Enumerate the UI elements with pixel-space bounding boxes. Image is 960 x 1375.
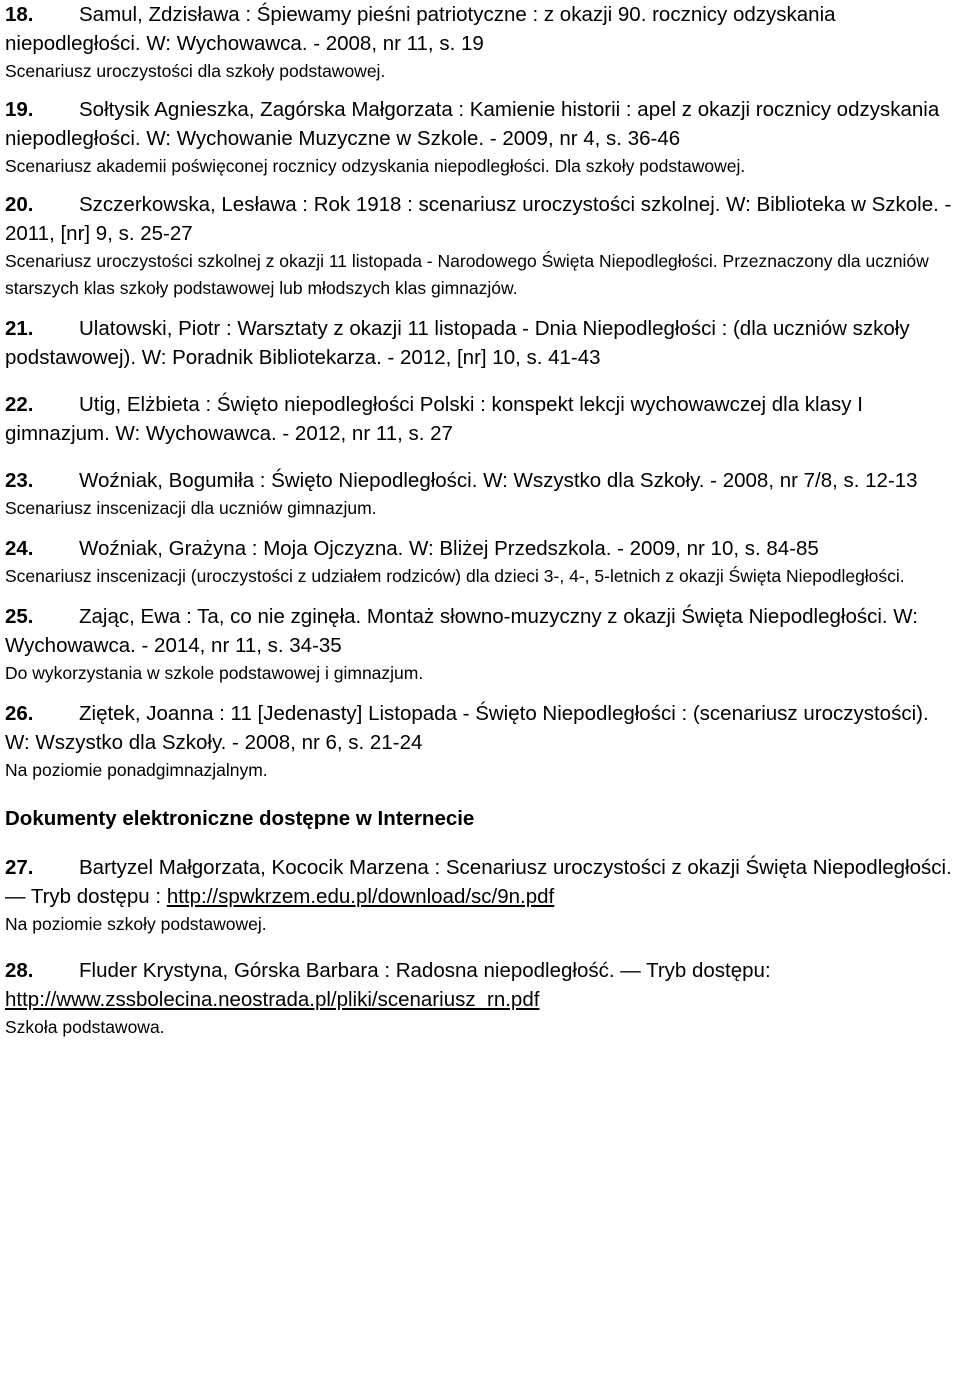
- bibliography-entry-28: [5, 956, 957, 1041]
- entry-citation: Bartyzel Małgorzata, Kococik Marzena : Scenariusz uroczystości z okazji Święta Niepodległości. — Tryb dostępu :: [5, 856, 952, 908]
- entry-number: 23.: [5, 469, 34, 492]
- entry-number: 21.: [5, 317, 34, 340]
- entry-citation: Ziętek, Joanna : 11 [Jedenasty] Listopada - Święto Niepodległości : (scenariusz uroczystości). W: Wszystko dla Szkoły. - 2008, nr 6, s. 21-24: [5, 702, 929, 754]
- entry-number: 19.: [5, 98, 34, 121]
- entry-annotation: Scenariusz inscenizacji dla uczniów gimnazjum.: [5, 498, 377, 518]
- entry-citation: Szczerkowska, Lesława : Rok 1918 : scenariusz uroczystości szkolnej. W: Biblioteka w Szkole. - 2011, [nr] 9, s. 25-27: [5, 193, 952, 245]
- entry-number: 28.: [5, 959, 34, 982]
- bibliography-entry-23: [5, 466, 957, 522]
- entry-number: 22.: [5, 393, 34, 416]
- resource-link[interactable]: http://www.zssbolecina.neostrada.pl/pliki/scenariusz_rn.pdf: [5, 988, 540, 1011]
- bibliography-entry-24: [5, 534, 957, 590]
- resource-link[interactable]: http://spwkrzem.edu.pl/download/sc/9n.pdf: [166, 885, 555, 908]
- entry-annotation: Do wykorzystania w szkole podstawowej i gimnazjum.: [5, 663, 424, 683]
- bibliography-entry-20: [5, 190, 957, 302]
- document-page: [5, 0, 957, 1041]
- entry-annotation: Scenariusz uroczystości szkolnej z okazji 11 listopada - Narodowego Święta Niepodległości. Przeznaczony dla uczniów starszych klas szkoły podstawowej lub młodszych klas gimnazjów.: [5, 251, 929, 298]
- entry-citation: Samul, Zdzisława : Śpiewamy pieśni patriotyczne : z okazji 90. rocznicy odzyskania niepodległości. W: Wychowawca. - 2008, nr 11, s. 19: [5, 3, 836, 55]
- bibliography-entry-27: [5, 853, 957, 938]
- entry-citation: Woźniak, Bogumiła : Święto Niepodległości. W: Wszystko dla Szkoły. - 2008, nr 7/8, s. 12-13: [79, 469, 918, 492]
- bibliography-entry-19: [5, 95, 957, 180]
- entry-citation: Zając, Ewa : Ta, co nie zginęła. Montaż słowno-muzyczny z okazji Święta Niepodległości. W: Wychowawca. - 2014, nr 11, s. 34-35: [5, 605, 918, 657]
- entry-annotation: Na poziomie szkoły podstawowej.: [5, 914, 267, 934]
- entry-citation: Woźniak, Grażyna : Moja Ojczyzna. W: Bliżej Przedszkola. - 2009, nr 10, s. 84-85: [79, 537, 819, 560]
- entry-annotation: Na poziomie ponadgimnazjalnym.: [5, 760, 268, 780]
- bibliography-entry-22: [5, 390, 957, 448]
- entry-annotation: Szkoła podstawowa.: [5, 1017, 165, 1037]
- entry-citation: Ulatowski, Piotr : Warsztaty z okazji 11 listopada - Dnia Niepodległości : (dla uczniów szkoły podstawowej). W: Poradnik Bibliotekarza. - 2012, [nr] 10, s. 41-43: [5, 317, 910, 369]
- entry-annotation: Scenariusz inscenizacji (uroczystości z udziałem rodziców) dla dzieci 3-, 4-, 5-letnich z okazji Święta Niepodległości.: [5, 566, 905, 586]
- entry-number: 26.: [5, 702, 34, 725]
- entry-citation: Fluder Krystyna, Górska Barbara : Radosna niepodległość. — Tryb dostępu:: [79, 959, 771, 982]
- bibliography-entry-21: [5, 314, 957, 372]
- entry-annotation: Scenariusz uroczystości dla szkoły podstawowej.: [5, 61, 386, 81]
- entry-citation: Utig, Elżbieta : Święto niepodległości Polski : konspekt lekcji wychowawczej dla klasy I gimnazjum. W: Wychowawca. - 2012, nr 11, s. 27: [5, 393, 863, 445]
- section-heading: Dokumenty elektroniczne dostępne w Internecie: [5, 807, 475, 830]
- entry-annotation: Scenariusz akademii poświęconej rocznicy odzyskania niepodległości. Dla szkoły podstawowej.: [5, 156, 746, 176]
- entry-number: 18.: [5, 3, 34, 26]
- entry-citation: Sołtysik Agnieszka, Zagórska Małgorzata : Kamienie historii : apel z okazji rocznicy odzyskania niepodległości. W: Wychowanie Muzyczne w Szkole. - 2009, nr 4, s. 36-46: [5, 98, 940, 150]
- bibliography-entry-26: [5, 699, 957, 784]
- entry-number: 20.: [5, 193, 34, 216]
- bibliography-entry-18: [5, 0, 957, 85]
- entry-number: 25.: [5, 605, 34, 628]
- bibliography-entry-25: [5, 602, 957, 687]
- entry-number: 24.: [5, 537, 34, 560]
- entry-number: 27.: [5, 856, 34, 879]
